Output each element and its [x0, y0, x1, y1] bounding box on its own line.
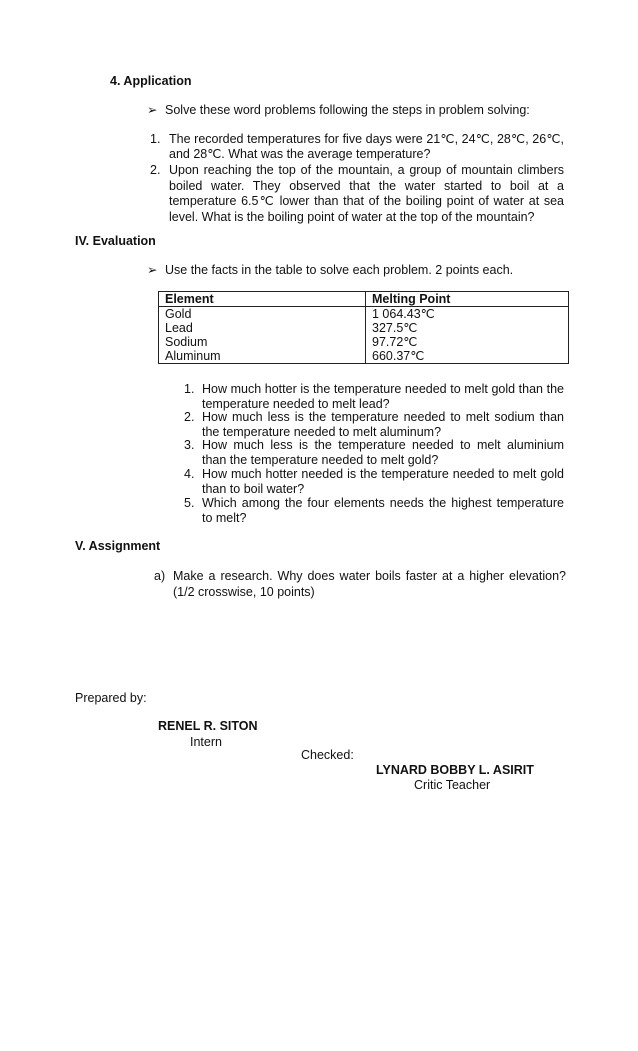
- melting-point-table: [158, 291, 569, 364]
- application-problem-2: [150, 163, 564, 225]
- question-text: How much hotter needed is the temperature needed to melt gold than to boil water?: [202, 467, 564, 496]
- element-cell: Gold: [159, 307, 366, 322]
- melting-point-cell: 660.37℃: [366, 349, 569, 364]
- evaluation-question-4: [184, 467, 564, 497]
- preparer-name: RENEL R. SITON: [158, 719, 258, 733]
- question-text: How much less is the temperature needed to melt sodium than the temperature needed to melt aluminum?: [202, 410, 564, 439]
- question-number: 5.: [184, 496, 195, 510]
- table-row: [159, 335, 569, 349]
- application-heading: 4. Application: [110, 74, 192, 88]
- question-number: 2.: [184, 410, 195, 424]
- assignment-item-text: Make a research. Why does water boils faster at a higher elevation? (1/2 crosswise, 10 points): [173, 569, 566, 599]
- evaluation-instruction: [147, 263, 577, 278]
- melting-point-cell: 327.5℃: [366, 321, 569, 335]
- evaluation-instruction-text: Use the facts in the table to solve each problem. 2 points each.: [165, 263, 514, 277]
- evaluation-question-1: [184, 382, 564, 412]
- problem-number: 1.: [150, 132, 161, 146]
- evaluation-heading: IV. Evaluation: [75, 234, 156, 248]
- element-cell: Sodium: [159, 335, 366, 349]
- preparer-title: Intern: [190, 735, 222, 749]
- evaluation-question-5: [184, 496, 564, 526]
- table-row: [159, 307, 569, 322]
- checker-name: LYNARD BOBBY L. ASIRIT: [376, 763, 534, 777]
- prepared-by-label: Prepared by:: [75, 691, 147, 705]
- arrowhead-bullet-icon: ➢: [147, 103, 158, 117]
- application-instruction-text: Solve these word problems following the steps in problem solving:: [165, 103, 530, 117]
- question-text: How much hotter is the temperature needed to melt gold than the temperature needed to melt lead?: [202, 382, 564, 411]
- question-text: How much less is the temperature needed to melt aluminium than the temperature needed to melt gold?: [202, 438, 564, 467]
- column-header-melting-point: Melting Point: [366, 292, 569, 307]
- table-row: [159, 321, 569, 335]
- column-header-element: Element: [159, 292, 366, 307]
- arrowhead-bullet-icon: ➢: [147, 263, 158, 277]
- question-number: 1.: [184, 382, 195, 396]
- melting-point-cell: 97.72℃: [366, 335, 569, 349]
- problem-text: Upon reaching the top of the mountain, a group of mountain climbers boiled water. They observed that the water started to boil at a temperature 6.5℃ lower than that of the boiling point of water at sea level. What is the boiling point of water at the top of the mountain?: [169, 163, 564, 224]
- question-text: Which among the four elements needs the highest temperature to melt?: [202, 496, 564, 525]
- table-header-row: [159, 292, 569, 307]
- table-row: [159, 349, 569, 364]
- element-cell: Aluminum: [159, 349, 366, 364]
- element-cell: Lead: [159, 321, 366, 335]
- assignment-item-label: a): [154, 569, 166, 583]
- problem-text: The recorded temperatures for five days were 21℃, 24℃, 28℃, 26℃, and 28℃. What was the average temperature?: [169, 132, 564, 161]
- question-number: 3.: [184, 438, 195, 452]
- evaluation-question-2: [184, 410, 564, 440]
- checker-title: Critic Teacher: [414, 778, 491, 792]
- assignment-item-a: [154, 568, 566, 600]
- problem-number: 2.: [150, 163, 161, 177]
- checked-label: Checked:: [301, 748, 354, 762]
- melting-point-cell: 1 064.43℃: [366, 307, 569, 322]
- assignment-heading: V. Assignment: [75, 539, 161, 553]
- application-problem-1: [150, 132, 564, 162]
- question-number: 4.: [184, 467, 195, 481]
- evaluation-question-3: [184, 438, 564, 468]
- application-instruction: [147, 103, 577, 118]
